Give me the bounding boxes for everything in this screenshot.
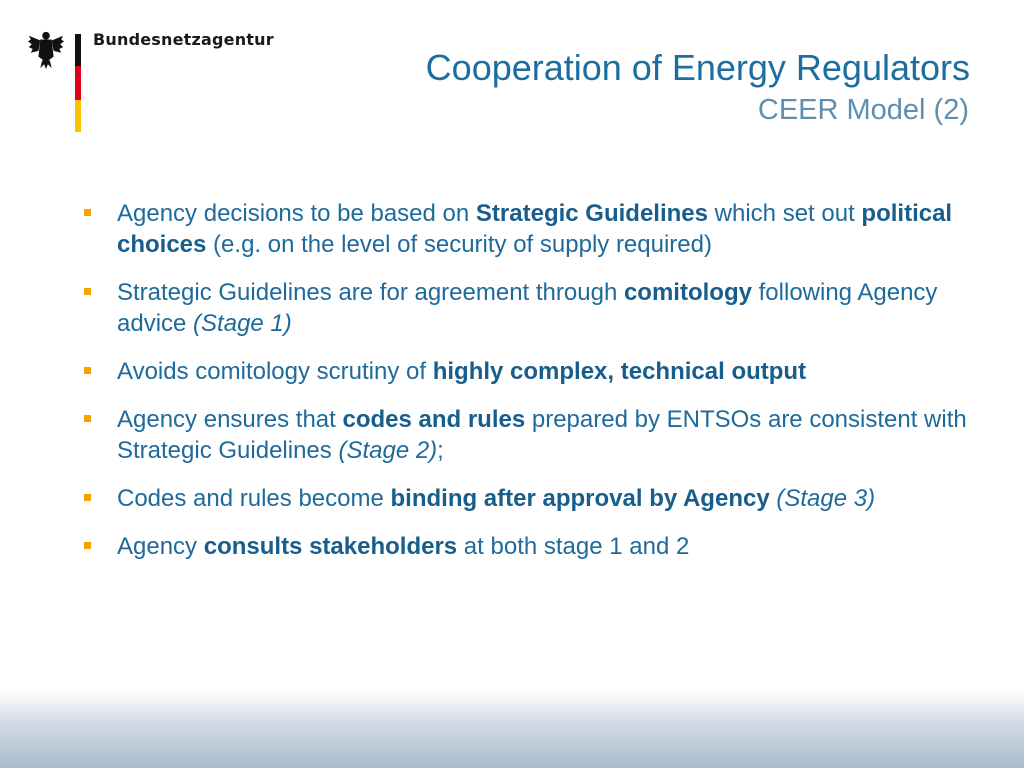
federal-eagle-icon — [27, 28, 65, 70]
footer-gradient — [0, 690, 1024, 768]
bullet-item: Codes and rules become binding after approval by Agency (Stage 3) — [76, 483, 976, 514]
bullet-list — [76, 198, 976, 579]
bullet-item: Agency ensures that codes and rules prepared by ENTSOs are consistent with Strategic Guidelines (Stage 2); — [76, 404, 976, 466]
org-name: Bundesnetzagentur — [93, 30, 274, 49]
slide-title: Cooperation of Energy Regulators — [425, 47, 970, 88]
bullet-item: Strategic Guidelines are for agreement through comitology following Agency advice (Stage 1) — [76, 277, 976, 339]
bullet-item: Agency decisions to be based on Strategic Guidelines which set out political choices (e.g. on the level of security of supply required) — [76, 198, 976, 260]
bullet-item: Avoids comitology scrutiny of highly complex, technical output — [76, 356, 976, 387]
german-flag-bar — [75, 34, 81, 132]
bundesnetzagentur-logo — [27, 28, 274, 138]
slide-subtitle: CEER Model (2) — [757, 94, 969, 126]
bullet-item: Agency consults stakeholders at both stage 1 and 2 — [76, 531, 976, 562]
